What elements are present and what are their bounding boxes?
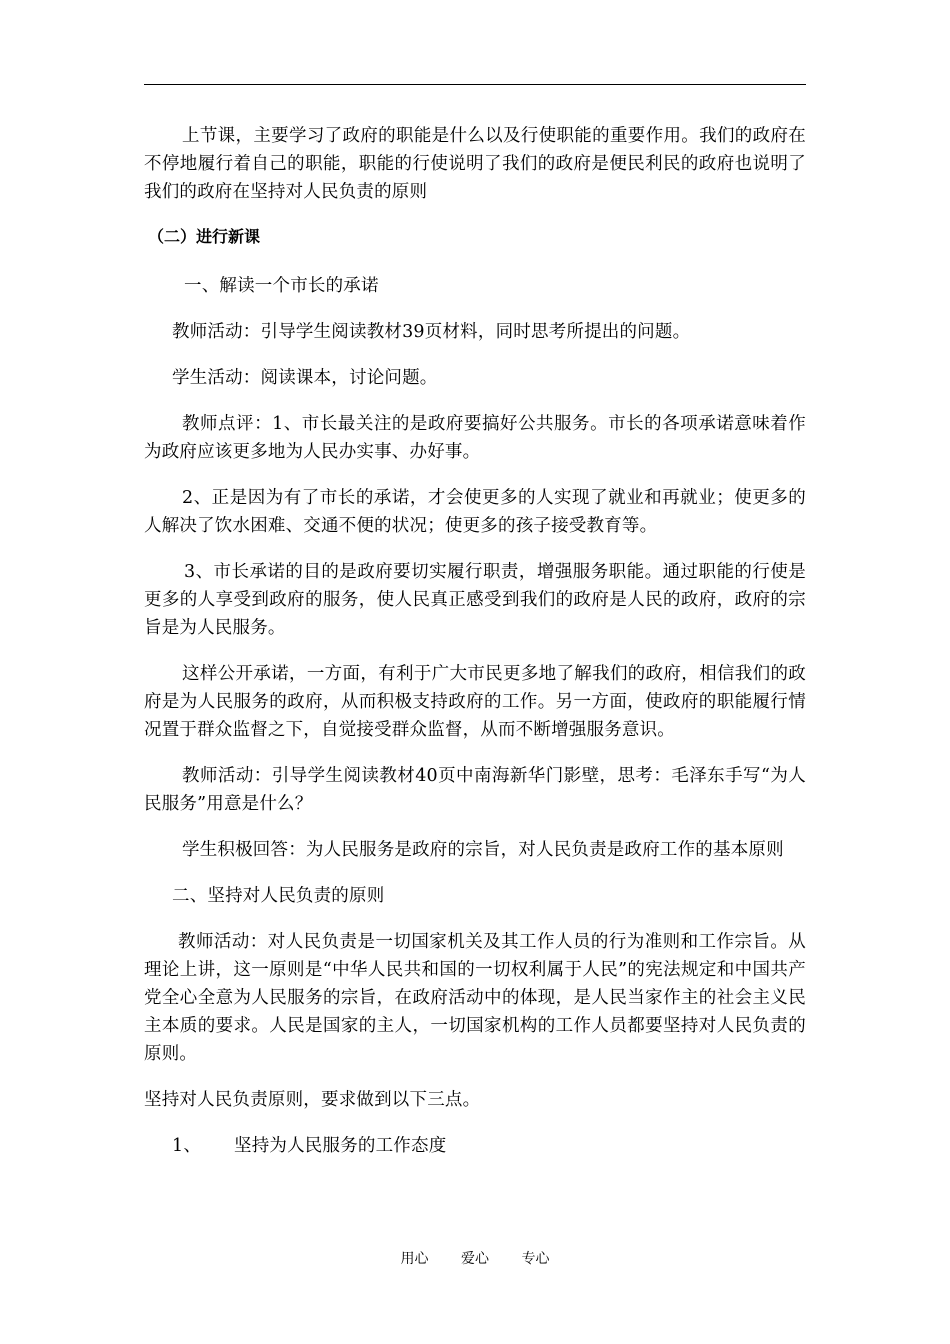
paragraph-requirements: 坚持对人民负责原则，要求做到以下三点。 <box>144 1090 481 1110</box>
page-footer <box>0 1248 950 1268</box>
paragraph-teacher-comment-1: 教师点评：1、市长最关注的是政府要搞好公共服务。市长的各项承诺意味着作为政府应该更多地为人民办实事、办好事。 <box>144 414 806 462</box>
document-body <box>144 122 806 1178</box>
list-item-1-number: 1、 <box>172 1136 202 1156</box>
header-rule <box>144 84 806 85</box>
paragraph-review: 上节课，主要学习了政府的职能是什么以及行使职能的重要作用。我们的政府在不停地履行着自己的职能，职能的行使说明了我们的政府是便民利民的政府也说明了我们的政府在坚持对人民负责的原则 <box>144 126 806 202</box>
paragraph-student-activity: 学生活动：阅读课本，讨论问题。 <box>172 368 438 388</box>
paragraph-teacher-comment-3: 3、市长承诺的目的是政府要切实履行职责，增强服务职能。通过职能的行使是更多的人享受到政府的服务，使人民真正感受到我们的政府是人民的政府，政府的宗旨是为人民服务。 <box>144 562 806 638</box>
paragraph-teacher-activity-3: 教师活动：对人民负责是一切国家机关及其工作人员的行为准则和工作宗旨。从理论上讲，这一原则是“中华人民共和国的一切权利属于人民”的宪法规定和中国共产党全心全意为人民服务的宗旨，在政府活动中的体现，是人民当家作主的社会主义民主本质的要求。人民是国家的主人，一切国家机构的工作人员都要坚持对人民负责的原则。 <box>144 932 806 1064</box>
footer-word-3: 专心 <box>521 1251 550 1267</box>
paragraph-teacher-comment-2: 2、正是因为有了市长的承诺，才会使更多的人实现了就业和再就业；使更多的人解决了饮水困难、交通不便的状况；使更多的孩子接受教育等。 <box>144 488 806 536</box>
list-item-1-text: 坚持为人民服务的工作态度 <box>234 1136 447 1156</box>
paragraph-public-promise: 这样公开承诺，一方面，有利于广大市民更多地了解我们的政府，相信我们的政府是为人民服务的政府，从而积极支持政府的工作。另一方面，使政府的职能履行情况置于群众监督之下，自觉接受群众监督，从而不断增强服务意识。 <box>144 664 806 740</box>
paragraph-teacher-activity-2: 教师活动：引导学生阅读教材40页中南海新华门影壁，思考：毛泽东手写“为人民服务”用意是什么？ <box>144 766 806 814</box>
footer-word-1: 用心 <box>400 1251 429 1267</box>
paragraph-teacher-activity-1: 教师活动：引导学生阅读教材39页材料，同时思考所提出的问题。 <box>172 322 691 342</box>
section-heading: （二）进行新课 <box>148 227 261 246</box>
sub-heading-2: 二、坚持对人民负责的原则 <box>172 886 385 906</box>
list-item-1 <box>144 1132 806 1160</box>
sub-heading-1: 一、解读一个市长的承诺 <box>184 276 379 296</box>
paragraph-student-answer: 学生积极回答：为人民服务是政府的宗旨，对人民负责是政府工作的基本原则 <box>182 840 784 860</box>
footer-word-2: 爱心 <box>461 1251 489 1267</box>
